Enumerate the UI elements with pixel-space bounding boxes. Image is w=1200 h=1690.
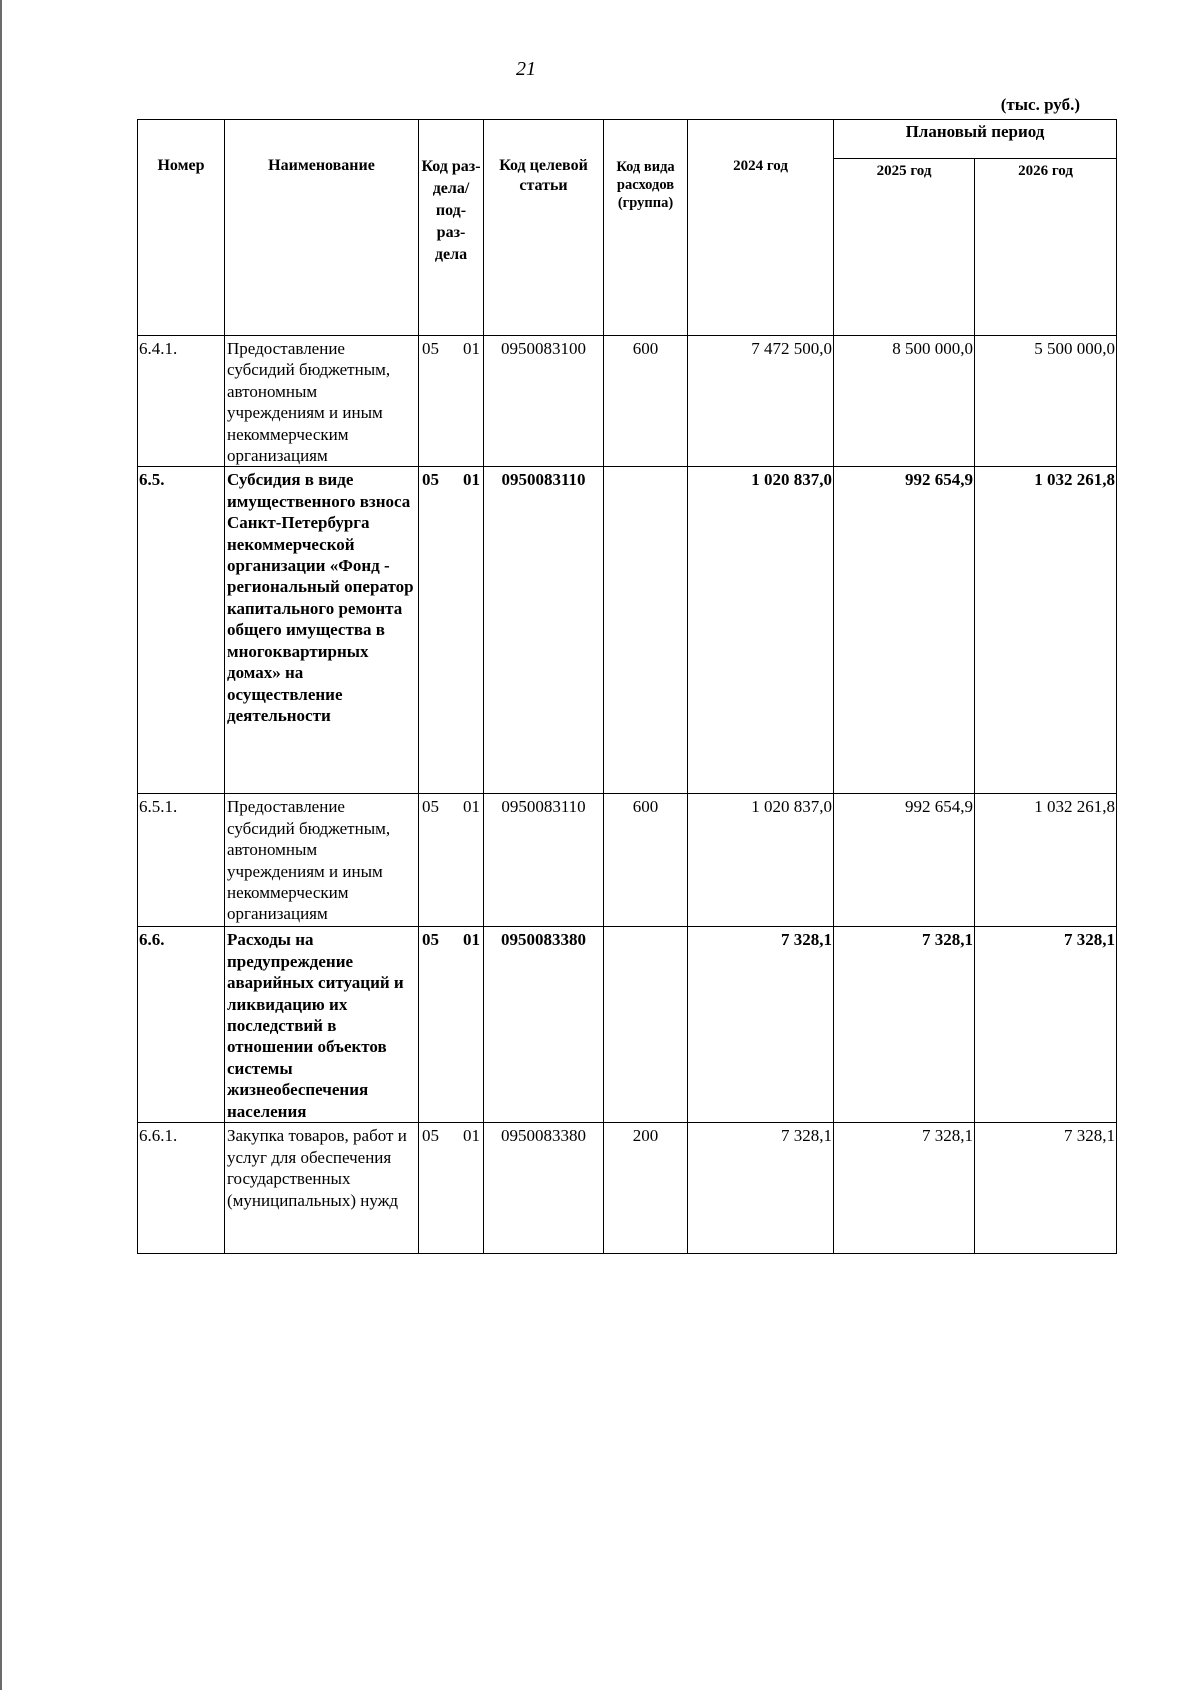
table-row: [138, 336, 1117, 467]
row-amount-2025: 992 654,9: [834, 467, 975, 794]
row-target-code: 0950083100: [484, 336, 604, 467]
row-name: Расходы на предупреждение аварийных ситуаций и ликвидацию их последствий в отношении объектов системы жизнеобеспечения населения: [225, 927, 419, 1123]
row-amount-2025: 8 500 000,0: [834, 336, 975, 467]
table-row: [138, 1123, 1117, 1254]
row-subsection: 01: [463, 339, 480, 358]
budget-table: [137, 119, 1117, 1254]
row-target-code: 0950083380: [484, 927, 604, 1123]
row-name: Закупка товаров, работ и услуг для обеспечения государственных (муниципальных) нужд: [225, 1123, 419, 1254]
header-name: Наименование: [225, 120, 419, 336]
row-amount-2026: 1 032 261,8: [975, 467, 1117, 794]
header-year-2026: 2026 год: [975, 159, 1117, 336]
row-subsection: 01: [463, 797, 480, 817]
row-subsection: 01: [463, 1126, 480, 1146]
header-expense-kind: Код вида расходов (группа): [604, 120, 688, 336]
row-subsection: 01: [463, 470, 480, 490]
header-number: Номер: [138, 120, 225, 336]
row-expense-kind: 600: [604, 336, 688, 467]
row-section: 05: [422, 1126, 439, 1146]
header-planned-period: Плановый период: [834, 120, 1117, 159]
row-name: Предоставление субсидий бюджетным, автономным учреждениям и иным некоммерческим организациям: [225, 794, 419, 927]
header-target-code: Код целевой статьи: [484, 120, 604, 336]
row-name: Субсидия в виде имущественного взноса Санкт-Петербурга некоммерческой организации «Фонд - региональный оператор капитального ремонта общего имущества в многоквартирных домах» на осуществление деятельности: [225, 467, 419, 794]
row-target-code: 0950083380: [484, 1123, 604, 1254]
row-section: 05: [422, 797, 439, 817]
row-number: 6.5.1.: [138, 794, 225, 927]
row-section-code: [419, 794, 484, 927]
header-year-2025: 2025 год: [834, 159, 975, 336]
row-section: 05: [422, 339, 439, 358]
row-expense-kind: [604, 927, 688, 1123]
row-name: Предоставление субсидий бюджетным, автономным учреждениям и иным некоммерческим организациям: [225, 336, 419, 467]
row-amount-2025: 7 328,1: [834, 1123, 975, 1254]
row-amount-2024: 7 328,1: [688, 1123, 834, 1254]
row-section-code: [419, 336, 484, 467]
row-amount-2025: 992 654,9: [834, 794, 975, 927]
table-row: [138, 467, 1117, 794]
row-section-code: [419, 927, 484, 1123]
row-target-code: 0950083110: [484, 467, 604, 794]
row-amount-2024: 1 020 837,0: [688, 794, 834, 927]
page-number: 21: [516, 58, 536, 80]
row-section-code: [419, 467, 484, 794]
row-amount-2026: 7 328,1: [975, 1123, 1117, 1254]
table-row: [138, 927, 1117, 1123]
row-number: 6.6.: [138, 927, 225, 1123]
header-year-2024: 2024 год: [688, 120, 834, 336]
row-section-code: [419, 1123, 484, 1254]
row-target-code: 0950083110: [484, 794, 604, 927]
row-amount-2026: 1 032 261,8: [975, 794, 1117, 927]
row-amount-2024: 7 472 500,0: [688, 336, 834, 467]
row-amount-2025: 7 328,1: [834, 927, 975, 1123]
row-number: 6.6.1.: [138, 1123, 225, 1254]
row-expense-kind: [604, 467, 688, 794]
row-number: 6.5.: [138, 467, 225, 794]
header-row: [138, 120, 1117, 159]
header-section-code: Код раз- дела/ под- раз- дела: [419, 120, 484, 336]
row-expense-kind: 600: [604, 794, 688, 927]
units-label: (тыс. руб.): [1000, 95, 1080, 114]
row-amount-2026: 7 328,1: [975, 927, 1117, 1123]
row-section: 05: [422, 930, 439, 950]
row-amount-2024: 1 020 837,0: [688, 467, 834, 794]
row-amount-2024: 7 328,1: [688, 927, 834, 1123]
row-subsection: 01: [463, 930, 480, 950]
row-amount-2026: 5 500 000,0: [975, 336, 1117, 467]
row-number: 6.4.1.: [138, 336, 225, 467]
row-expense-kind: 200: [604, 1123, 688, 1254]
row-section: 05: [422, 470, 439, 490]
scan-left-edge: [0, 0, 2, 1690]
table-row: [138, 794, 1117, 927]
